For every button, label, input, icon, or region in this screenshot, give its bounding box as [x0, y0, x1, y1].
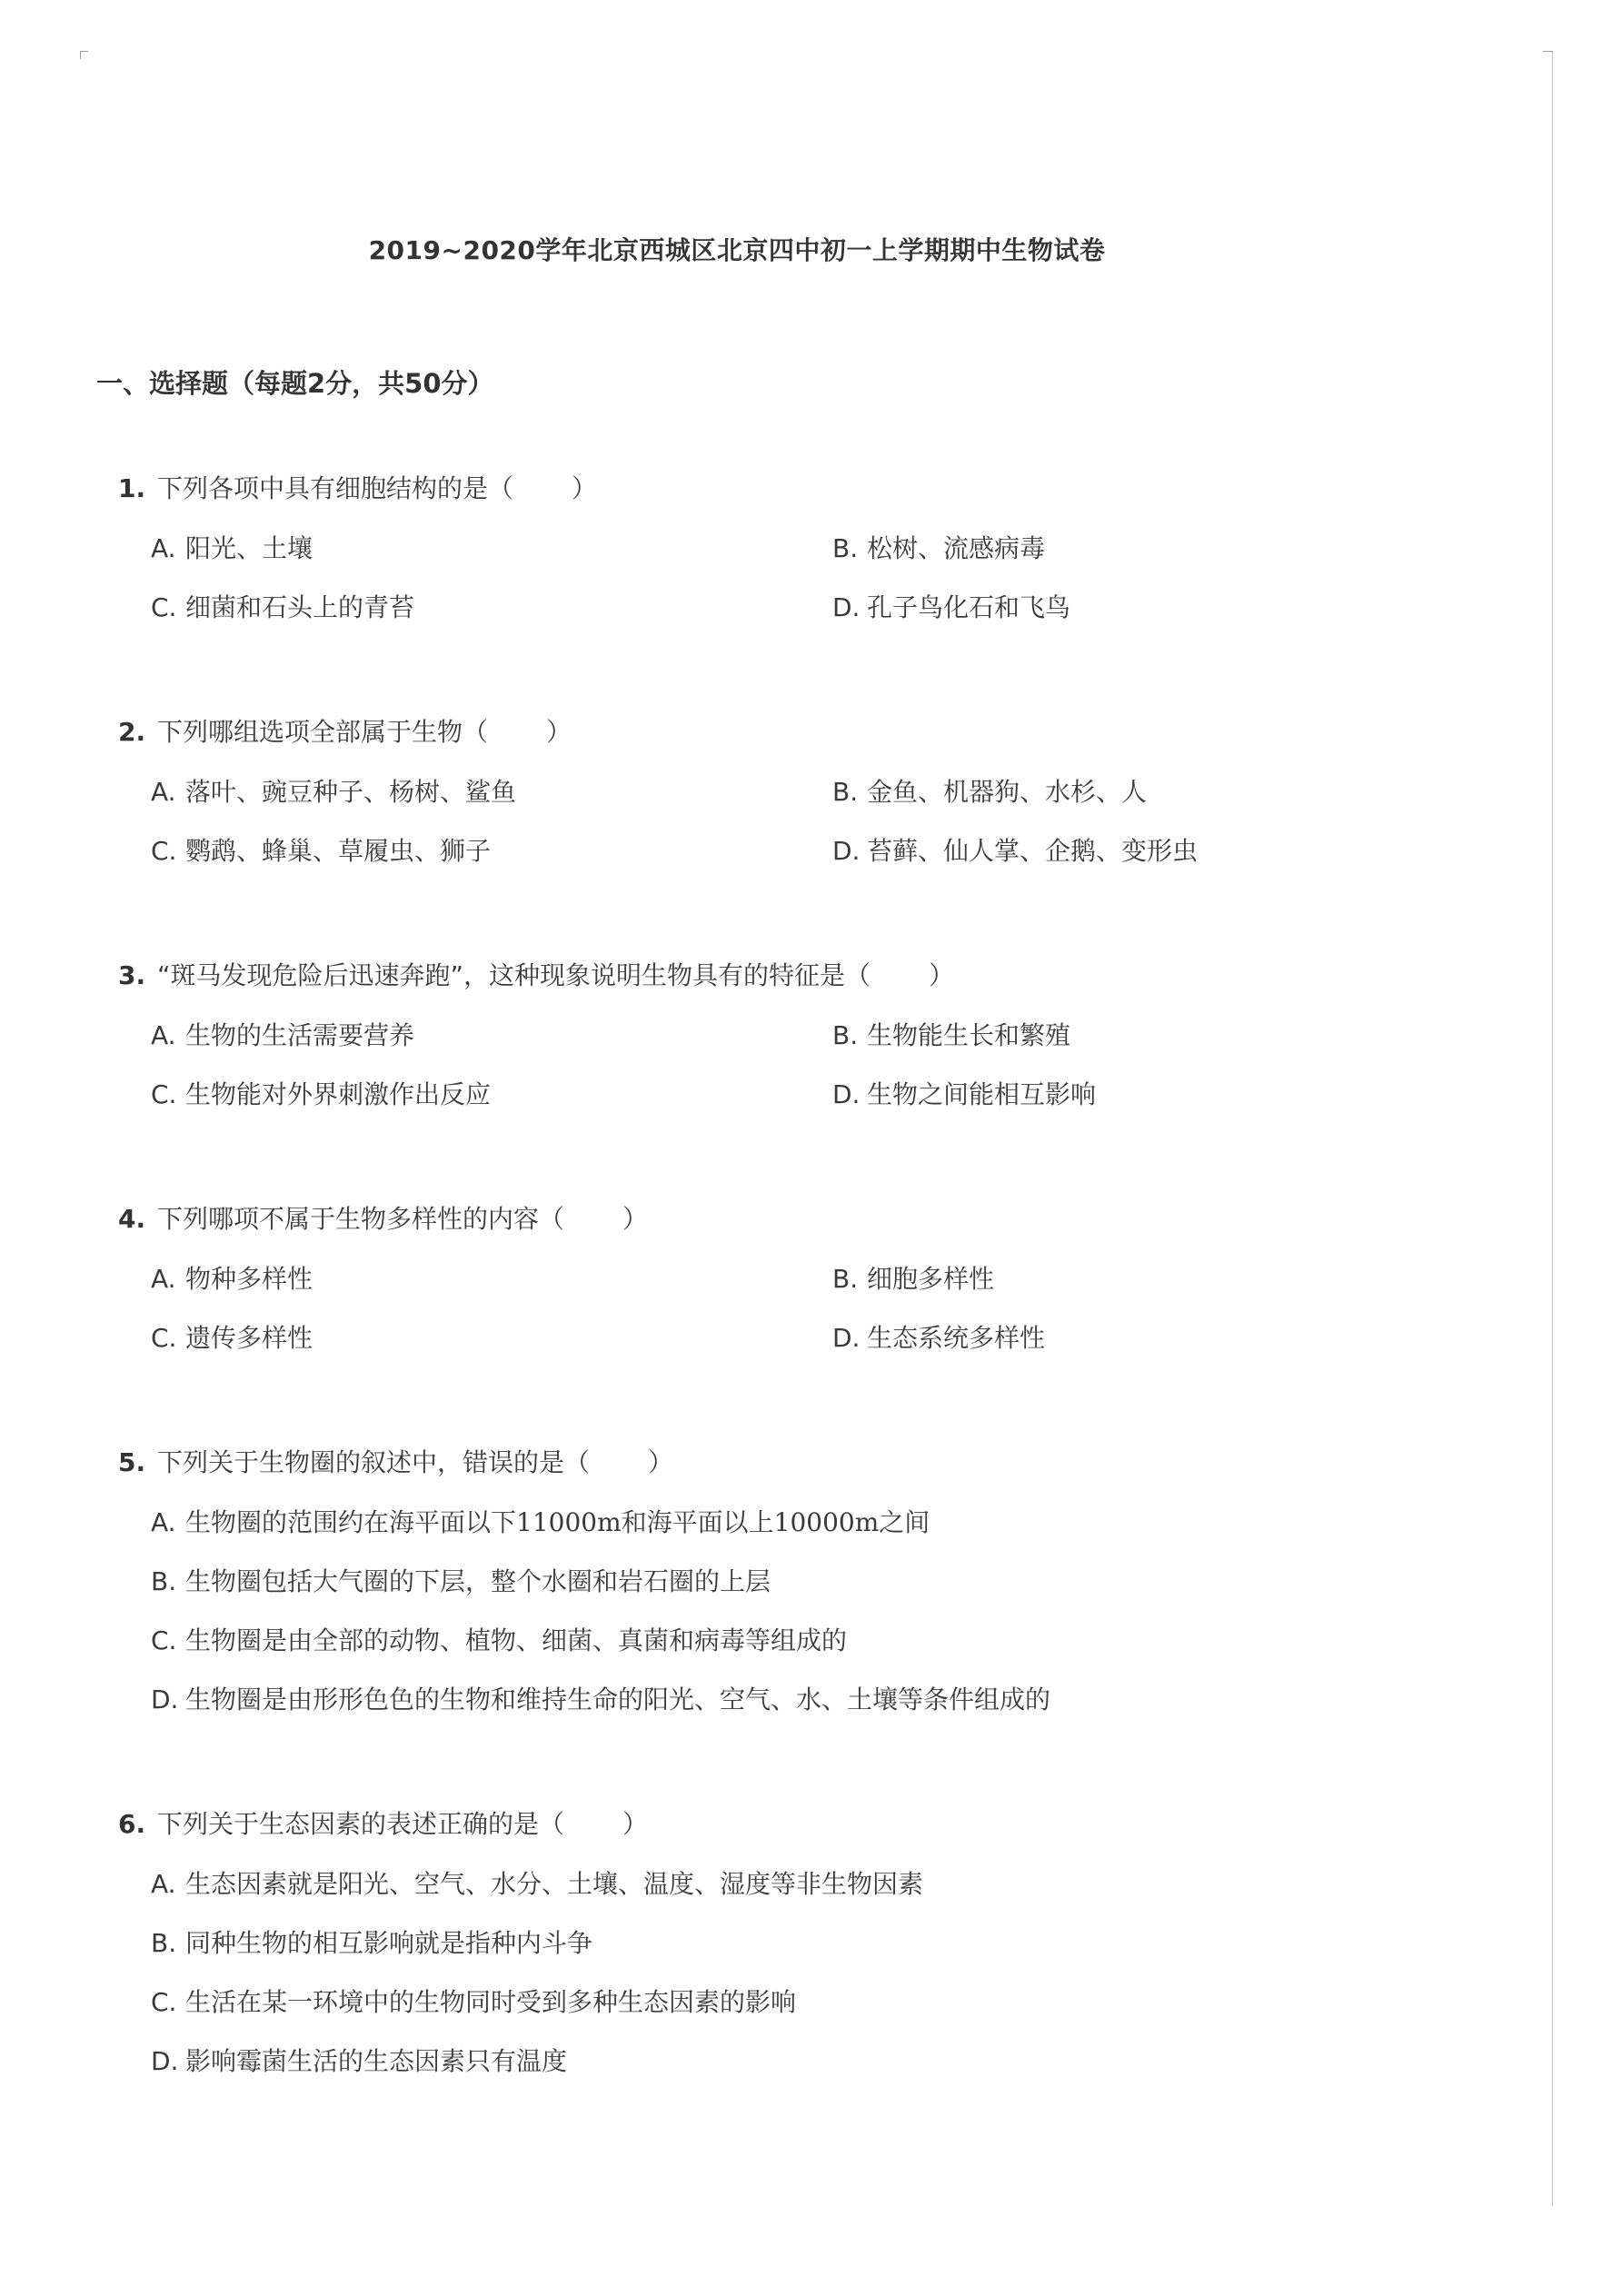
option-letter: A.: [151, 777, 176, 807]
option-text: 苔藓、仙人掌、企鹅、变形虫: [867, 836, 1199, 866]
question-stem: [118, 1445, 1518, 1481]
option-a: [151, 1866, 1518, 1903]
option-b: [832, 774, 1468, 810]
question-3: [118, 958, 1518, 1113]
option-text: 落叶、豌豆种子、杨树、鲨鱼: [185, 777, 517, 807]
option-text: 生活在某一环境中的生物同时受到多种生态因素的影响: [185, 1987, 797, 2017]
question-1: [118, 471, 1518, 626]
option-text: 生物之间能相互影响: [867, 1079, 1097, 1109]
question-number: 2.: [118, 717, 146, 747]
question-stem: [118, 958, 1518, 994]
option-text: 孔子鸟化石和飞鸟: [867, 592, 1071, 622]
option-letter: B.: [151, 1928, 177, 1958]
question-2: [118, 714, 1518, 870]
question-5: [118, 1445, 1518, 1741]
option-text: 同种生物的相互影响就是指种内斗争: [185, 1928, 593, 1958]
question-close-paren: ）: [929, 960, 955, 990]
question-close-paren: ）: [622, 1204, 649, 1234]
option-letter: B.: [832, 777, 859, 807]
option-a: [151, 1505, 1518, 1541]
option-b: [832, 1018, 1468, 1054]
option-a: [151, 531, 832, 567]
option-text: 生物能对外界刺激作出反应: [185, 1079, 492, 1109]
option-text: 鹦鹉、蜂巢、草履虫、狮子: [185, 836, 492, 866]
height-value: 10000m: [773, 1507, 880, 1537]
option-letter: D.: [832, 592, 861, 622]
question-number: 6.: [118, 1809, 146, 1839]
option-text: 细胞多样性: [867, 1264, 995, 1294]
option-text: 生态因素就是阳光、空气、水分、土壤、温度、湿度等非生物因素: [185, 1869, 924, 1899]
option-text: 细菌和石头上的青苔: [185, 592, 415, 622]
option-letter: C.: [151, 1323, 177, 1353]
question-close-paren: ）: [572, 473, 598, 503]
question-number: 4.: [118, 1204, 146, 1234]
option-letter: A.: [151, 1869, 176, 1899]
option-text: 生物圈包括大气圈的下层，整个水圈和岩石圈的上层: [185, 1566, 771, 1596]
option-a: [151, 1018, 832, 1054]
depth-value: 11000m: [516, 1507, 622, 1537]
option-text: 生物圈是由形形色色的生物和维持生命的阳光、空气、水、土壤等条件组成的: [185, 1685, 1051, 1715]
option-text: 金鱼、机器狗、水杉、人: [867, 777, 1148, 807]
option-letter: D.: [832, 1079, 861, 1109]
option-c: [151, 590, 832, 626]
option-b: [832, 1261, 1468, 1297]
option-letter: D.: [151, 2046, 179, 2076]
option-a: [151, 774, 832, 810]
page-title: 2019~2020学年北京西城区北京四中初一上学期期中生物试卷: [368, 235, 1106, 265]
option-letter: C.: [151, 836, 177, 866]
option-letter: A.: [151, 533, 176, 563]
option-text: 生物圈的范围约在海平面以下: [185, 1507, 517, 1537]
option-letter: A.: [151, 1020, 176, 1050]
options-grid: [151, 1018, 1518, 1113]
option-c: [151, 1320, 832, 1357]
option-d: [832, 590, 1468, 626]
question-4: [118, 1201, 1518, 1357]
options-grid: [151, 774, 1518, 870]
option-b: [151, 1925, 1518, 1962]
option-letter: C.: [151, 1987, 177, 2017]
option-text: 物种多样性: [185, 1264, 313, 1294]
question-number: 1.: [118, 473, 146, 503]
options-list: [151, 1866, 1518, 2080]
option-d: [151, 1682, 1518, 1718]
question-stem: [118, 1806, 1518, 1843]
question-text: 下列关于生物圈的叙述中，错误的是（: [157, 1447, 591, 1477]
question-text: 下列哪组选项全部属于生物（: [157, 717, 489, 747]
option-text: 松树、流感病毒: [867, 533, 1046, 563]
option-d: [832, 1077, 1468, 1113]
question-stem: [118, 714, 1518, 750]
question-text: “斑马发现危险后迅速奔跑”，这种现象说明生物具有的特征是（: [157, 960, 871, 990]
option-c: [151, 1984, 1518, 2021]
option-text: 阳光、土壤: [185, 533, 313, 563]
question-close-paren: ）: [622, 1809, 649, 1839]
question-text: 下列关于生态因素的表述正确的是（: [157, 1809, 565, 1839]
option-b: [832, 531, 1468, 567]
option-a: [151, 1261, 832, 1297]
question-stem: [118, 1201, 1518, 1237]
option-letter: D.: [151, 1685, 179, 1715]
option-letter: B.: [151, 1566, 177, 1596]
option-letter: B.: [832, 1020, 859, 1050]
options-grid: [151, 531, 1518, 626]
question-text: 下列各项中具有细胞结构的是（: [157, 473, 514, 503]
option-letter: C.: [151, 1625, 177, 1655]
option-b: [151, 1564, 1518, 1600]
option-text: 生物能生长和繁殖: [867, 1020, 1071, 1050]
option-letter: B.: [832, 533, 859, 563]
option-letter: A.: [151, 1264, 176, 1294]
page-corner-mark-left: [80, 51, 88, 59]
option-letter: A.: [151, 1507, 176, 1537]
option-c: [151, 1623, 1518, 1659]
option-letter: C.: [151, 1079, 177, 1109]
option-c: [151, 1077, 832, 1113]
options-list: [151, 1505, 1518, 1718]
option-text: 生态系统多样性: [867, 1323, 1046, 1353]
option-text: 遗传多样性: [185, 1323, 313, 1353]
option-d: [832, 1320, 1468, 1357]
option-text: 和海平面以上: [621, 1507, 774, 1537]
option-text: 影响霉菌生活的生态因素只有温度: [185, 2046, 568, 2076]
option-letter: B.: [832, 1264, 859, 1294]
question-text: 下列哪项不属于生物多样性的内容（: [157, 1204, 565, 1234]
question-number: 5.: [118, 1447, 146, 1477]
option-letter: D.: [832, 836, 861, 866]
option-letter: D.: [832, 1323, 861, 1353]
option-text: 生物的生活需要营养: [185, 1020, 415, 1050]
section-heading: 一、选择题（每题2分，共50分）: [96, 368, 494, 399]
option-letter: C.: [151, 592, 177, 622]
question-number: 3.: [118, 960, 146, 990]
page-edge-line: [1552, 53, 1553, 2206]
question-stem: [118, 471, 1518, 507]
option-text: 生物圈是由全部的动物、植物、细菌、真菌和病毒等组成的: [185, 1625, 848, 1655]
question-close-paren: ）: [648, 1447, 674, 1477]
option-text: 之间: [879, 1507, 930, 1537]
option-d: [151, 2043, 1518, 2080]
question-6: [118, 1806, 1518, 2102]
options-grid: [151, 1261, 1518, 1357]
question-close-paren: ）: [546, 717, 572, 747]
option-d: [832, 833, 1468, 870]
option-c: [151, 833, 832, 870]
